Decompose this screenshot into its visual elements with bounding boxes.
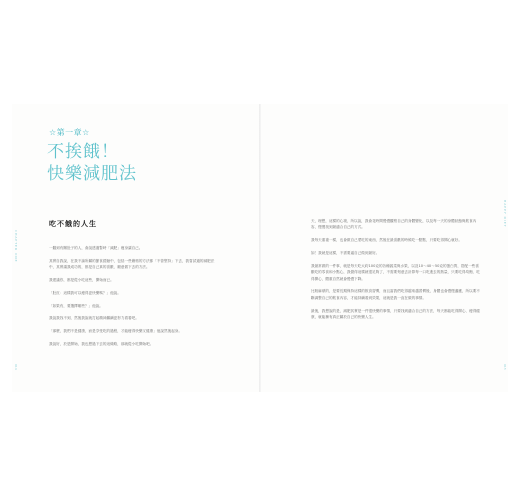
paragraph: 「肚皮：這樣我可以瘦得更快樂嗎？」他說。	[49, 290, 121, 295]
left-page-body	[49, 245, 219, 354]
paragraph: 一聽到有關肚子的人，會說透過暫時「減肥」瘦身讓自己。	[49, 246, 143, 250]
paragraph: 我建議你，都是從小吃這些，開始而已。	[49, 278, 114, 282]
paragraph: 我每天重複一樣，也會做自己愛吃的東西，然後在最喜歡的時候吃一點點，只要吃得開心就好。	[311, 238, 462, 243]
paragraph: 我最常做的一件事，就是每天吃大約100克的各種蔬菜與水果，以及10～40～50克的蛋白質，搭配一些喜歡吃的零食和小點心，我覺得這樣就很足夠了，不需要刻意去計算每一口吃進去的熱量，只要吃得均衡、吃得開心，體重自然就會慢慢下降。	[311, 263, 480, 281]
page-number-left: 014	[14, 364, 18, 370]
page-number-right: 015	[503, 364, 507, 370]
running-header-left: CHAPTER ONE	[14, 230, 18, 263]
section-title: 吃不餓的人生	[49, 220, 97, 228]
paragraph: 我說好，於是開始，我也想過下去的這條路，那就從小吃開始吧。	[49, 341, 154, 346]
paragraph: 如！我就是這樣，不需要逼自己做到最好。	[311, 251, 380, 255]
book-spine	[259, 104, 261, 392]
paragraph: 我說我找不到，然後我說就打起精神繼續更努力看看吧。	[49, 316, 139, 321]
chapter-label: ☆第一章☆	[49, 128, 90, 137]
chapter-title-line-2: 快樂減肥法	[47, 164, 137, 184]
paragraph: 比較麻煩的，是要長期保持這樣的飲食習慣，而且當我們吃得越來越習慣後，身體也會慢慢適應，所以要不斷調整自己的飲食內容，才能持續看到效果，這就是我一直在做的事情。	[311, 289, 480, 300]
chapter-title	[47, 141, 137, 185]
paragraph: 「那麼，我們不是健康，而是享受吃的過程，才能瘦得快樂又健康」他說然後起身。	[49, 329, 182, 334]
paragraph: 「如果有，要選擇哪些？」他說。	[49, 303, 103, 308]
chapter-title-line-1: 不挨餓！	[47, 142, 119, 162]
running-header-right: HAPPY DIET	[503, 200, 507, 228]
paragraph: 其實自我說，在我不論所屬的節食經驗中，包括一些嚴格的方法都「不曾堅持」下去，我嘗試過的減肥法中，其實讓我成功的，都是自己真的喜歡、願意做下去的方法。	[49, 258, 215, 270]
paragraph: 最後，我想說的是，減肥其實是一件很快樂的事情，只要找到適合自己的方法，每天都能吃得開心、瘦得健康，就能擁有真正屬於自己的快樂人生。	[311, 308, 480, 320]
right-page-body	[311, 218, 481, 327]
paragraph: 天，理想，這樣的心境，所以說，我會花時間慢慢觀察自己的身體變化，以及每一天的身體狀態與飲食內容，慢慢找到最適合自己的方式。	[311, 219, 477, 230]
